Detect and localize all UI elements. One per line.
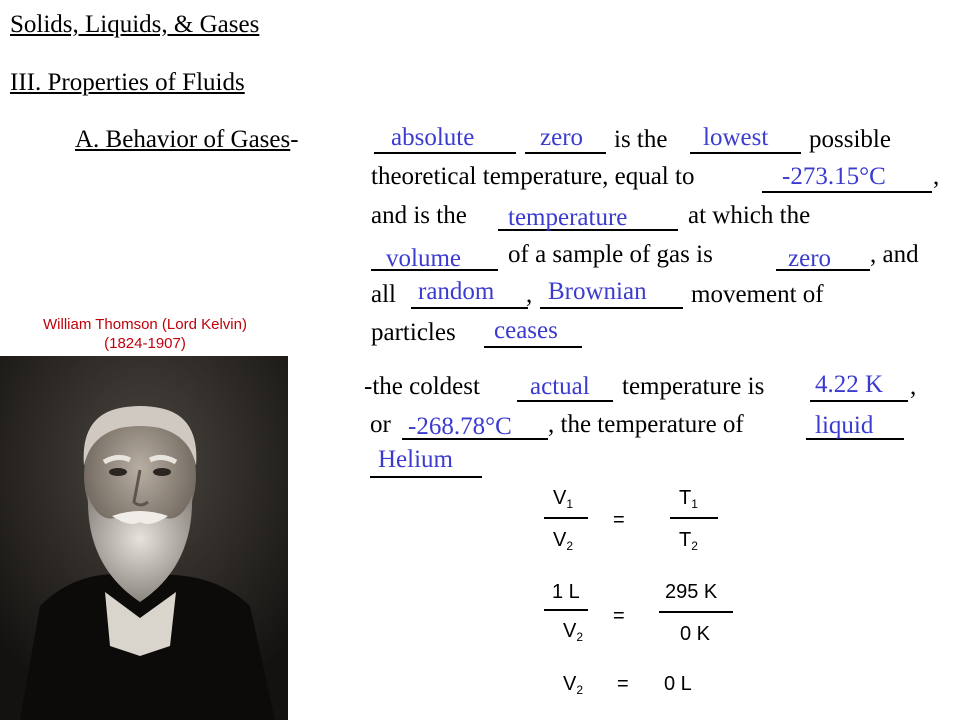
blank-neg273 xyxy=(762,191,932,193)
text-temperature-of: , the temperature of xyxy=(548,411,744,438)
blank-422k xyxy=(810,400,908,402)
text-all: all xyxy=(371,281,396,308)
answer-422k: 4.22 K xyxy=(815,371,884,398)
eq2-left-fraction-bar xyxy=(544,609,588,611)
section-heading: III. Properties of Fluids xyxy=(10,69,245,96)
eq3-lhs: $V_2$ xyxy=(563,673,584,697)
answer-volume: volume xyxy=(386,245,461,272)
answer-absolute: absolute xyxy=(391,124,475,151)
blank-random xyxy=(411,307,528,309)
text-and-is-the: and is the xyxy=(371,202,467,229)
eq1-right-fraction-bar xyxy=(670,517,718,519)
eq1-equals: = xyxy=(613,509,625,531)
answer-zero-2: zero xyxy=(788,245,832,272)
text-and: , and xyxy=(870,241,919,268)
blank-brownian xyxy=(540,307,683,309)
eq1-v1: $V_1$ xyxy=(553,487,574,511)
eq2-right-denominator: 0 K xyxy=(680,623,711,645)
answer-lowest: lowest xyxy=(703,124,769,151)
eq2-right-fraction-bar xyxy=(659,611,733,613)
answer-random: random xyxy=(418,278,495,305)
text-at-which-the: at which the xyxy=(688,202,811,229)
answer-helium: Helium xyxy=(378,446,453,473)
eq1-left-fraction-bar xyxy=(544,517,588,519)
eq1-v2: $V_2$ xyxy=(553,529,574,553)
text-particles: particles xyxy=(371,319,456,346)
answer-neg268: -268.78°C xyxy=(408,413,512,440)
caption-name: William Thomson (Lord Kelvin) xyxy=(43,316,247,333)
blank-absolute xyxy=(374,152,516,154)
text-comma-2: , xyxy=(526,281,533,308)
text-or: or xyxy=(370,411,391,438)
eq2-right-numerator: 295 K xyxy=(665,581,718,603)
text-possible: possible xyxy=(809,126,891,153)
text-temperature-is: temperature is xyxy=(622,373,765,400)
answer-zero-1: zero xyxy=(540,124,584,151)
eq2-left-numerator: 1 L xyxy=(552,581,580,603)
behavior-label-row xyxy=(75,125,299,155)
answer-actual: actual xyxy=(530,373,590,400)
eq3-rhs: 0 L xyxy=(664,673,692,695)
dash: - xyxy=(290,126,299,153)
answer-ceases: ceases xyxy=(494,317,558,344)
eq2-equals: = xyxy=(613,605,625,627)
text-comma-3: , xyxy=(910,373,917,400)
caption-years: (1824-1907) xyxy=(104,335,186,352)
blank-helium xyxy=(370,476,482,478)
text-comma: , xyxy=(933,163,940,190)
portrait-icon xyxy=(0,356,288,720)
blank-lowest xyxy=(690,152,801,154)
portrait-caption xyxy=(0,315,290,353)
blank-ceases xyxy=(484,346,582,348)
text-movement-of: movement of xyxy=(691,281,824,308)
behavior-label: A. Behavior of Gases xyxy=(75,126,291,153)
portrait-photo xyxy=(0,356,288,720)
eq1-t1: $T_1$ xyxy=(679,487,698,511)
page-title: Solids, Liquids, & Gases xyxy=(10,11,260,38)
blank-zero-1 xyxy=(525,152,606,154)
text-is-the: is the xyxy=(614,126,668,153)
eq1-t2: $T_2$ xyxy=(679,529,698,553)
answer-liquid: liquid xyxy=(815,412,874,439)
text-of-a-sample: of a sample of gas is xyxy=(508,241,713,268)
answer-temperature: temperature xyxy=(508,204,628,231)
eq3-equals: = xyxy=(617,673,629,695)
answer-brownian: Brownian xyxy=(548,278,647,305)
text-the-coldest: -the coldest xyxy=(364,373,480,400)
answer-neg273: -273.15°C xyxy=(782,163,886,190)
eq2-left-denominator: $V_2$ xyxy=(563,620,584,644)
text-theoretical: theoretical temperature, equal to xyxy=(371,163,695,190)
